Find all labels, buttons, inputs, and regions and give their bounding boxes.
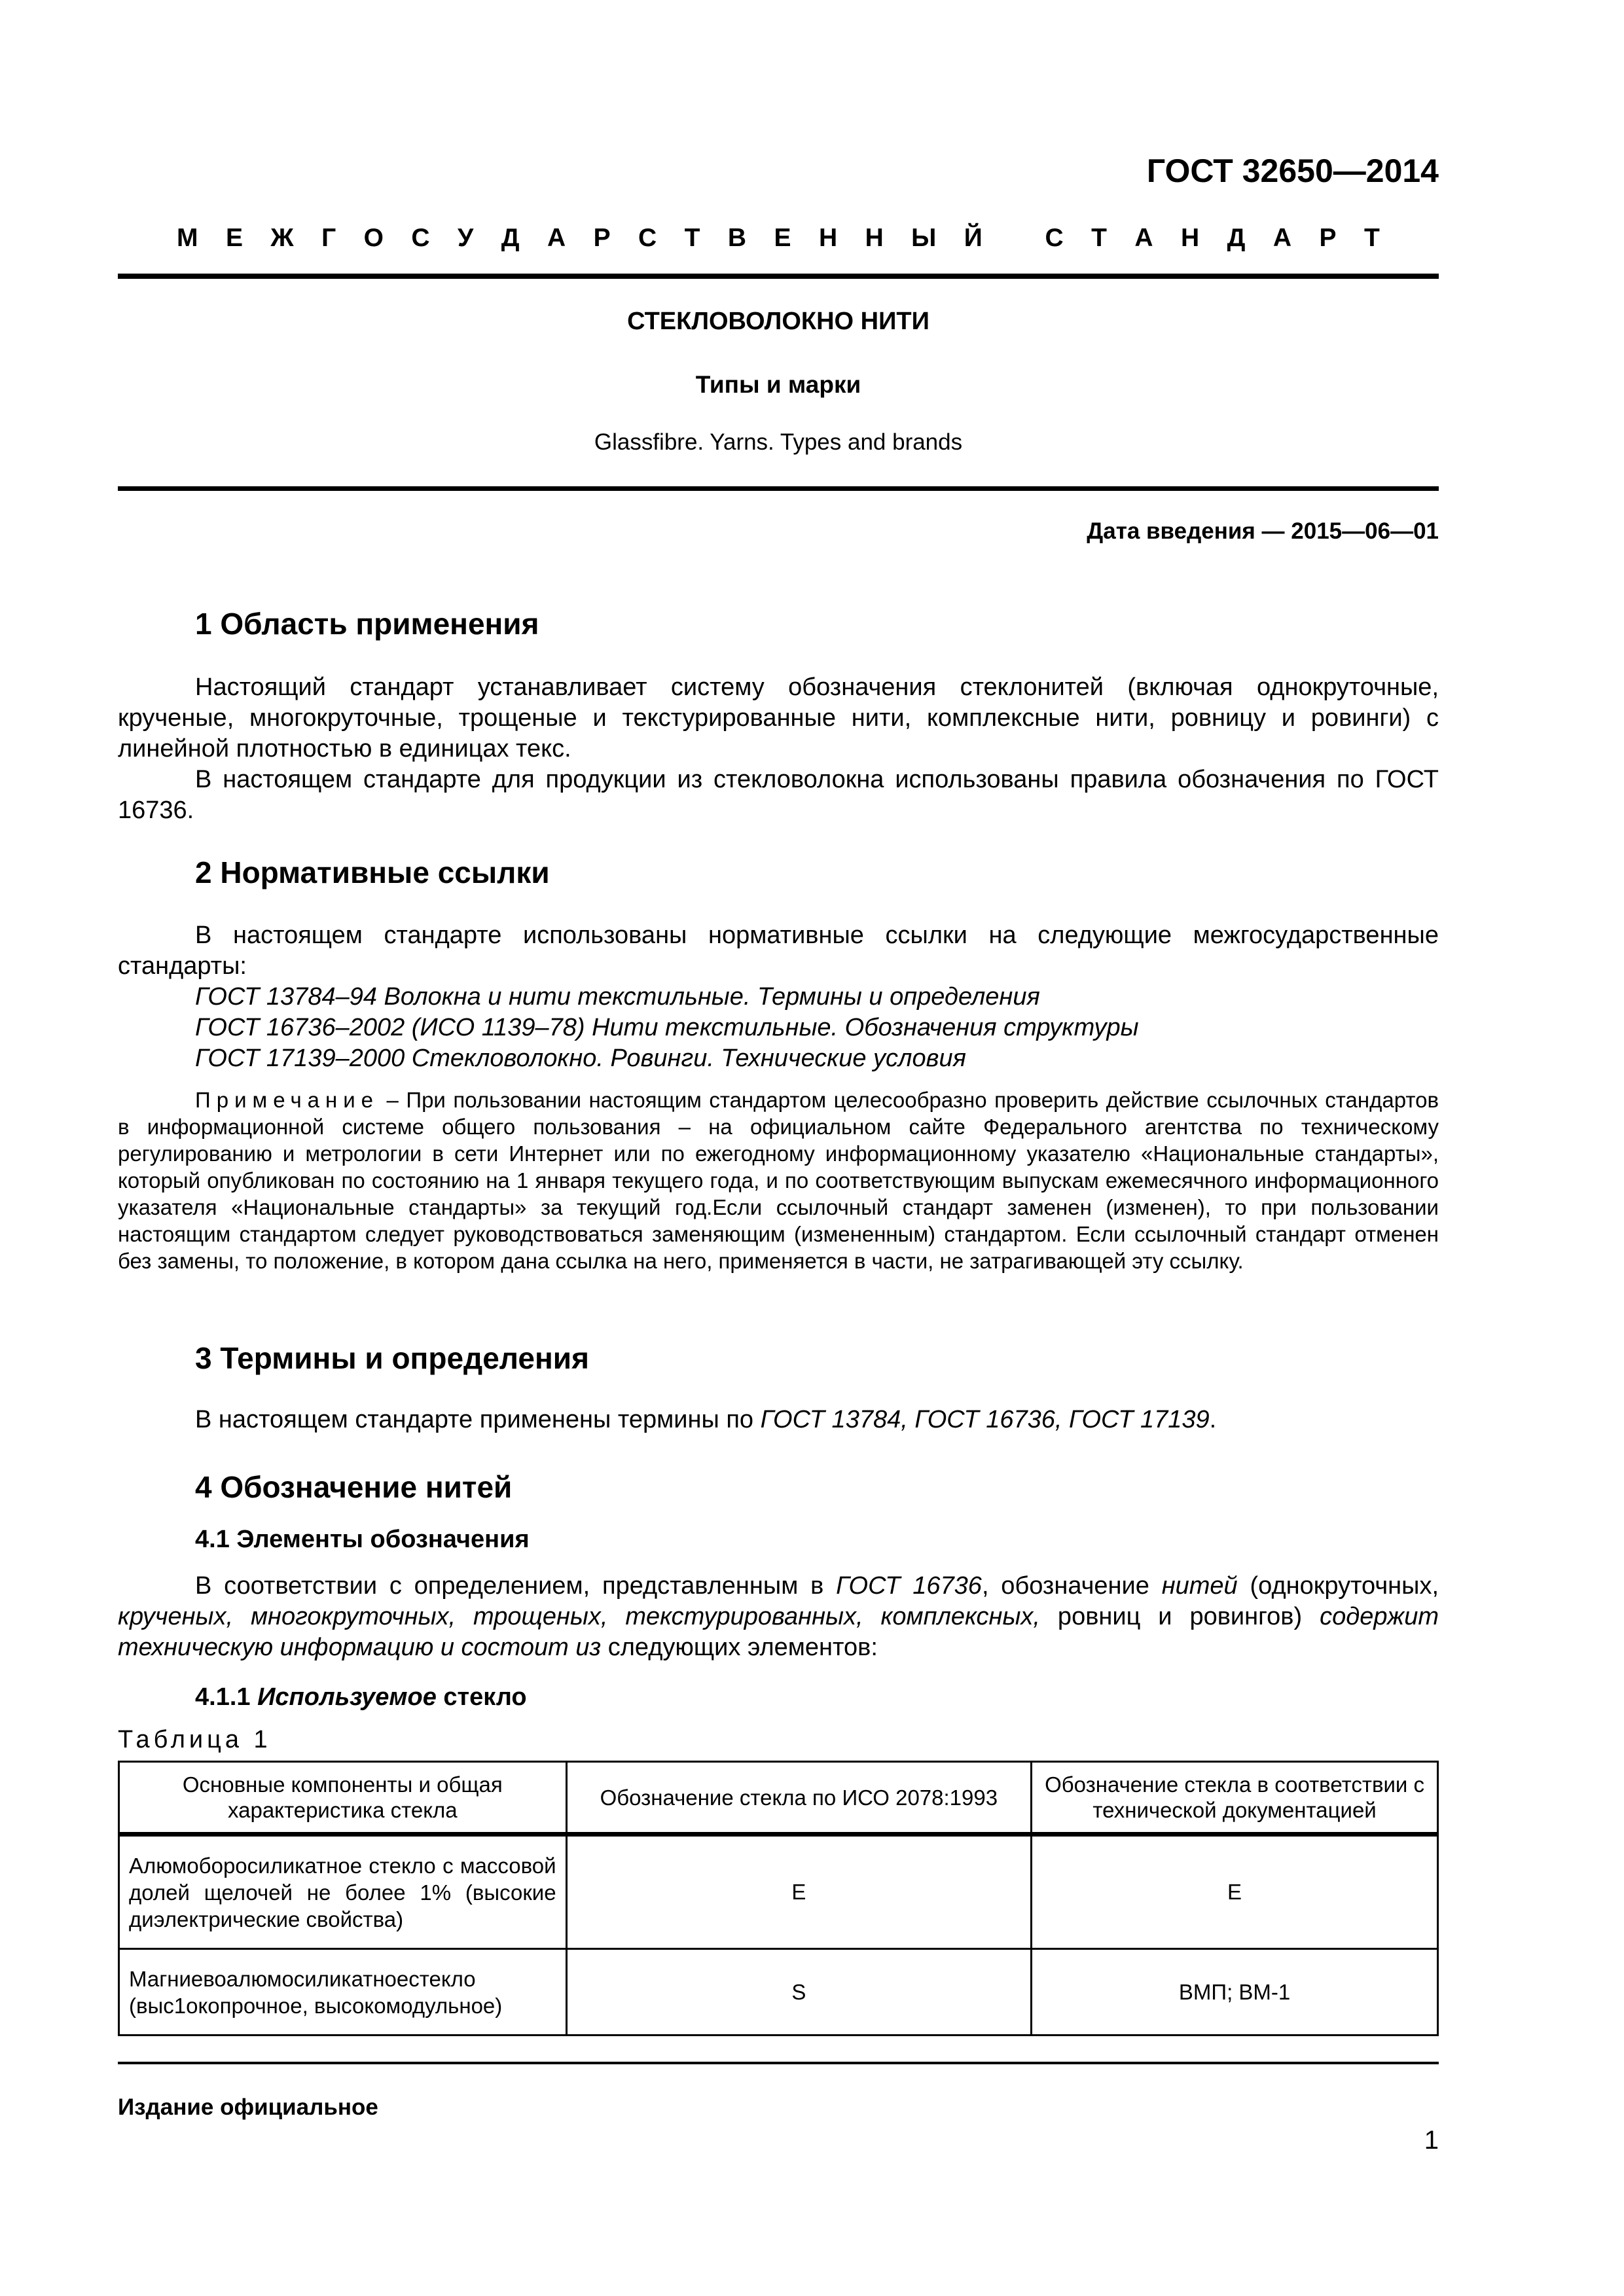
section-3-paragraph: В настоящем стандарте применены термины по ГОСТ 13784, ГОСТ 16736, ГОСТ 17139.: [195, 1406, 1217, 1433]
subsection-4-1-1-heading: 4.1.1 Используемое стекло: [195, 1683, 527, 1711]
table-header-cell: Основные компоненты и общая характеристика стекла: [119, 1762, 567, 1835]
edition-label: Издание официальное: [118, 2094, 378, 2120]
table-header-row: [119, 1762, 1438, 1835]
standard-code: ГОСТ 32650—2014: [1146, 152, 1439, 189]
table-row: [119, 1949, 1438, 2036]
document-title: СТЕКЛОВОЛОКНО НИТИ: [627, 308, 929, 335]
table-caption: Таблица 1: [118, 1726, 272, 1753]
glass-designation-table: [118, 1761, 1439, 2036]
section-2-paragraph-1: В настоящем стандарте использованы нормативные ссылки на следующие межгосударственные стандарты:: [118, 922, 1439, 980]
table-row: [119, 1835, 1438, 1949]
note-text: – При пользовании настоящим стандартом целесообразно проверить действие ссылочных стандартов в информационной системе общего пользования – на официальном сайте Федерального агентства по техническому регулированию и метрологии в сети Интернет или по ежегодному информационному указателю «Национальные стандарты», который опубликован по состоянию на 1 января текущего года, и по соответствующим выпускам ежемесячного информационного указателя «Национальные стандарты» за текущий год.Если ссылочный стандарт заменен (изменен), то при пользовании настоящим стандартом следует руководствоваться заменяющим (измененным) стандартом. Если ссылочный стандарт отменен без замены, то положение, в котором дана ссылка на него, применяется в части, не затрагивающей эту ссылку.: [118, 1088, 1439, 1273]
page-number: 1: [1424, 2126, 1439, 2155]
table-cell: S: [566, 1949, 1032, 2036]
standard-type: М Е Ж Г О С У Д А Р С Т В Е Н Н Ы Й С Т А Н Д А Р Т: [177, 224, 1380, 252]
table-header-cell: Обозначение стекла в соответствии с технической документацией: [1032, 1762, 1438, 1835]
table-cell: ВМП; ВМ-1: [1032, 1949, 1438, 2036]
document-subtitle: Типы и марки: [695, 371, 861, 398]
note-label: Примечание: [195, 1088, 380, 1112]
subsection-4-1-heading: 4.1 Элементы обозначения: [195, 1526, 530, 1553]
table-header-cell: Обозначение стекла по ИСО 2078:1993: [566, 1762, 1032, 1835]
introduction-date: Дата введения — 2015—06—01: [1087, 518, 1439, 544]
section-3-heading: 3 Термины и определения: [195, 1341, 589, 1375]
table-cell: Магниевоалюмосиликатноестекло (выс1окопрочное, высокомодульное): [119, 1949, 567, 2036]
section-4-paragraph: В соответствии с определением, представленным в ГОСТ 16736, обозначение нитей (однокруточных, крученых, многокруточных, трощеных, текстурированных, комплексных, ровниц и ровингов) содержит техническую информацию и состоит из следующих элементов:: [118, 1572, 1439, 1661]
document-title-en: Glassfibre. Yarns. Types and brands: [594, 429, 963, 455]
table-cell: E: [1032, 1835, 1438, 1949]
section-4-heading: 4 Обозначение нитей: [195, 1470, 513, 1504]
header-rule: [118, 274, 1439, 279]
reference-item: ГОСТ 16736–2002 (ИСО 1139–78) Нити текстильные. Обозначения структуры: [195, 1014, 1139, 1041]
footer-rule: [118, 2062, 1439, 2064]
section-2-heading: 2 Нормативные ссылки: [195, 855, 550, 889]
section-1-heading: 1 Область применения: [195, 607, 539, 641]
title-rule: [118, 486, 1439, 491]
section-1-paragraph-1: Настоящий стандарт устанавливает систему обозначения стеклонитей (включая однокруточные, крученые, многокруточные, трощеные и текстурированные нити, комплексные нити, ровницу и ровинги) с линейной плотностью в единицах текс.: [118, 673, 1439, 762]
reference-item: ГОСТ 13784–94 Волокна и нити текстильные. Термины и определения: [195, 983, 1040, 1011]
table-cell: E: [566, 1835, 1032, 1949]
reference-item: ГОСТ 17139–2000 Стекловолокно. Ровинги. Технические условия: [195, 1045, 966, 1072]
table-cell: Алюмоборосиликатное стекло с массовой долей щелочей не более 1% (высокие диэлектрические свойства): [119, 1835, 567, 1949]
section-1-paragraph-2: В настоящем стандарте для продукции из стекловолокна использованы правила обозначения по ГОСТ 16736.: [118, 766, 1439, 824]
note-block: [118, 1086, 1439, 1274]
